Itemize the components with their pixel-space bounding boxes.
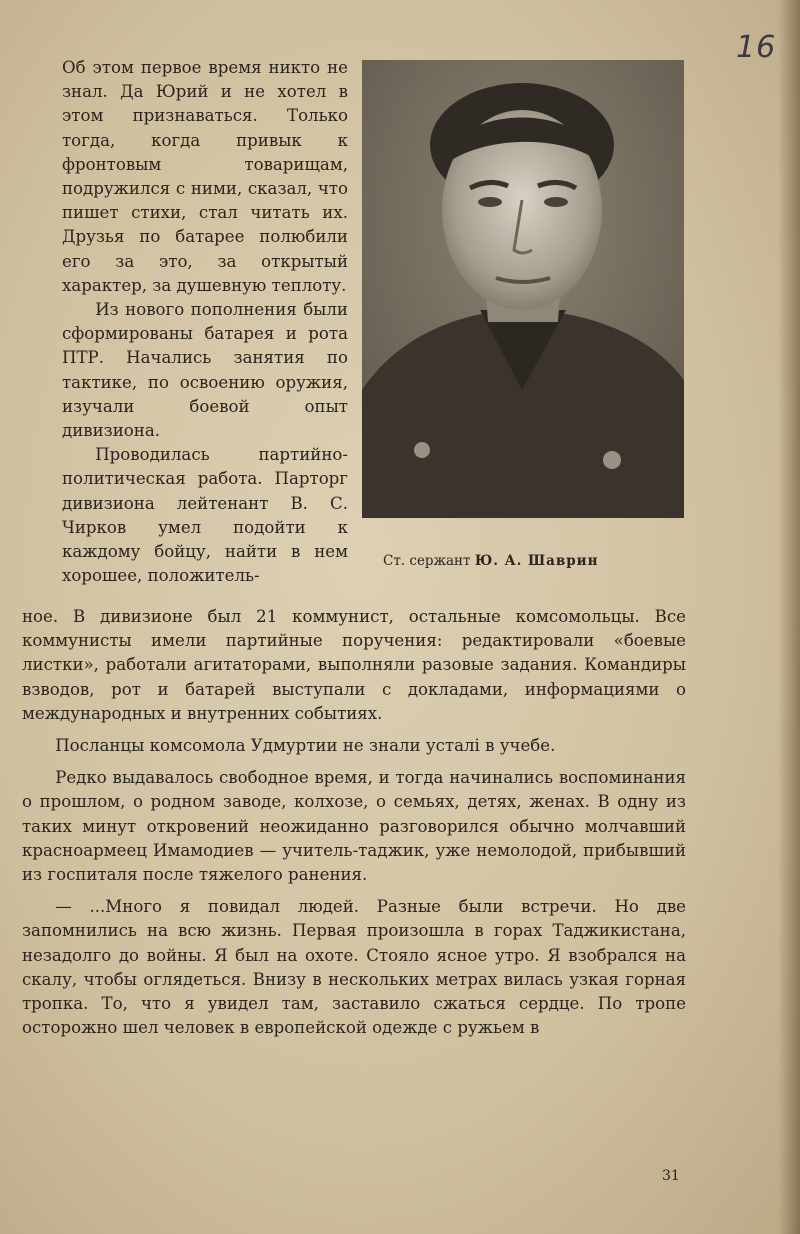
paragraph: Об этом первое время никто не знал. Да Юрий и не хотел в этом признаваться. Только тогда, когда привык к фронтовым товарищам, подружился с ними, сказал, что пишет стихи, стал читать их. Друзья по батарее полюбили его за это, за открытый характер, за душевную теплоту. [62, 58, 348, 295]
page-edge-shadow [778, 0, 800, 1234]
paragraph: — ...Много я повидал людей. Разные были встречи. Но две запомнились на всю жизнь. Первая произошла в горах Таджикистана, незадолго до войны. Я был на охоте. Стояло ясное утро. Я взобрался на скалу, чтобы оглядеться. Внизу в нескольких метрах вилась узкая горная тропка. То, что я увидел там, заставило сжаться сердце. По тропе осторожно шел человек в европейской одежде с ружьем в [22, 897, 686, 1038]
portrait-photo [362, 60, 684, 518]
handwritten-page-number: 16 [736, 30, 777, 65]
paragraph: Проводилась партийно-политическая работа. Парторг дивизиона лейтенант В. С. Чирков умел подойти к каждому бойцу, найти в нем хорошее, положитель- [62, 445, 348, 586]
full-width-text [22, 605, 686, 1040]
paragraph: ное. В дивизионе был 21 коммунист, остальные комсомольцы. Все коммунисты имели партийные поручения: редактировали «боевые листки», работали агитаторами, выполняли разовые задания. Командиры взводов, рот и батарей выступали с докладами, информациями о международных и внутренних событиях. [22, 607, 686, 723]
page-number: 31 [662, 1168, 680, 1184]
portrait-image [362, 60, 684, 518]
photo-caption [383, 553, 683, 569]
caption-name: Ю. А. Шаврин [474, 553, 599, 569]
narrow-column-text [62, 56, 348, 588]
paragraph: Редко выдавалось свободное время, и тогда начинались воспоминания о прошлом, о родном заводе, колхозе, о семьях, детях, женах. В одну из таких минут откровений неожиданно разговорился обычно молчавший красноармеец Имамодиев — учитель-таджик, уже немолодой, прибывший из госпиталя после тяжелого ранения. [22, 768, 686, 885]
paragraph: Из нового пополнения были сформированы батарея и рота ПТР. Начались занятия по тактике, по освоению оружия, изучали боевой опыт дивизиона. [62, 300, 348, 441]
caption-rank: Ст. сержант [383, 553, 471, 569]
paragraph: Посланцы комсомола Удмуртии не знали усталі в учебе. [55, 736, 556, 756]
